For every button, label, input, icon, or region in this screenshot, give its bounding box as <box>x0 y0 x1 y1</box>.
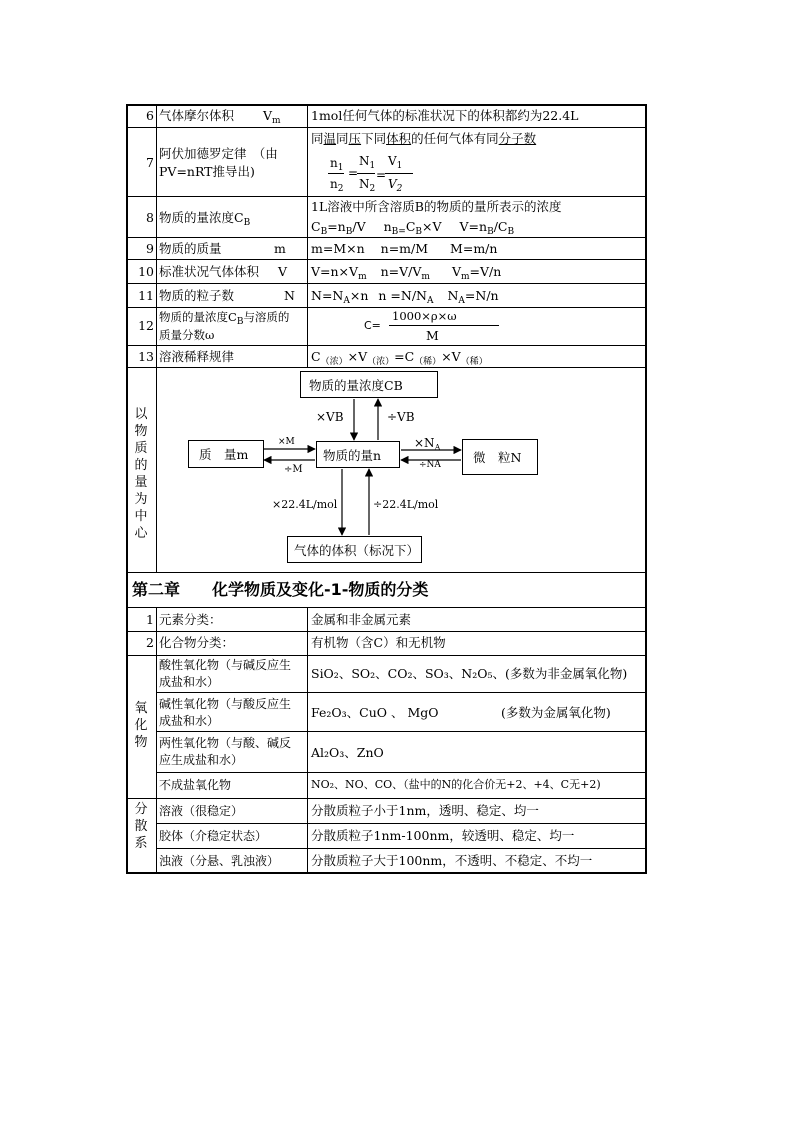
term-name: 气体摩尔体积 <box>159 108 235 123</box>
term-content: NO₂、NO、CO、（盐中的N的化合价无+2、+4、C无+2) <box>311 778 601 791</box>
label-divide-m: ÷M <box>284 464 303 475</box>
formula-set: $N=N_A\times n$ $n =N/N_A$ $N_A=N/n$ <box>311 288 499 306</box>
term-name: 化合物分类： <box>159 635 235 650</box>
term-symbol: N <box>284 288 295 303</box>
term-content: Fe₂O₃、CuO 、 MgO (多数为金属氧化物) <box>311 705 611 720</box>
term-name: 物质的粒子数 <box>159 288 235 303</box>
term-name: 物质的量浓度$C_B$与溶质的 <box>159 310 290 327</box>
label-divide-vb: ÷VB <box>387 410 415 424</box>
chapter-title: 第二章 化学物质及变化-1-物质的分类 <box>132 580 429 599</box>
term-symbol: m <box>274 241 286 256</box>
row-number: 12 <box>138 318 154 333</box>
row-number: 1 <box>146 612 154 627</box>
diagram-side-label: 以 物 质 的 量 为 中 心 <box>134 407 148 541</box>
term-name: 浊液（分悬、乳浊液） <box>159 854 280 868</box>
term-name: 质量分数ω <box>159 328 215 342</box>
row-number: 2 <box>146 635 154 650</box>
row-number: 6 <box>146 108 154 123</box>
label-divide-224: ÷22.4L/mol <box>373 498 439 511</box>
label-multiply-m: ×M <box>278 437 295 447</box>
oxide-group-label: 氧 化 物 <box>134 701 148 750</box>
term-name: 应生成盐和水） <box>159 753 244 767</box>
term-name: 物质的量浓度$C_B$ <box>159 210 251 228</box>
term-content: 分散质粒子大于100nm，不透明、不稳定、不均一 <box>311 853 593 868</box>
term-name: 元素分类： <box>159 612 222 627</box>
term-name: 溶液（很稳定） <box>159 804 244 818</box>
term-content: 分散质粒子1nm-100nm，较透明、稳定、均一 <box>311 828 575 843</box>
formula-label: C= <box>364 319 381 332</box>
formula-denominator: M <box>426 328 439 343</box>
term-name: 成盐和水） <box>159 675 220 689</box>
term-name: 酸性氧化物（与碱反应生 <box>159 658 292 672</box>
term-name: 阿伏加德罗定律 （由 <box>159 146 278 161</box>
term-content: 1L溶液中所含溶质B的物质的量所表示的浓度 <box>311 199 562 214</box>
term-content: 金属和非金属元素 <box>311 612 412 627</box>
term-name: 碱性氧化物（与酸反应生 <box>159 697 292 711</box>
term-name: 胶体（介稳定状态） <box>159 829 268 843</box>
row-number: 10 <box>138 264 154 279</box>
formula-set: m=M×n n=m/M M=m/n <box>311 241 498 256</box>
formula-set: $C_B=n_B/V$ $n_{B=}C_B\times V$ $V=n_B/C_B$ <box>311 219 515 237</box>
row-number: 7 <box>146 155 154 170</box>
term-content: 有机物（含C）和无机物 <box>311 635 446 650</box>
label-multiply-vb: ×VB <box>316 410 344 424</box>
col-divider <box>307 607 308 874</box>
gas-volume-box: 气体的体积（标况下） <box>287 536 422 563</box>
label-divide-na: ÷NA <box>419 460 441 470</box>
label-multiply-na: $\times N_A$ <box>414 436 441 452</box>
col-divider <box>156 655 157 874</box>
term-symbol: V <box>278 264 288 279</box>
term-name: 成盐和水） <box>159 714 220 728</box>
term-content: 分散质粒子小于1nm，透明、稳定、均一 <box>311 803 539 818</box>
row-number: 13 <box>138 349 154 364</box>
document-table: 6 气体摩尔体积 $V_m$ 1mol任何气体的标准状况下的体积都约为22.4L 7 阿伏加德罗定律 （由 PV=nRT推导出) 同温同压下同体积的任何气体有同分子数 $n_1$ $n_2$ = $N_1$ $N_2$ = $V_1$ $V_2$ 8 物质的量浓度$C_B$ 1L溶液中所含溶质B的物质的量所表示的浓度 $C_B=n_B/V$ $n_{B=}C_B\times V$ $V=n_B/C_B$ 9 物质的质量 m m=M×n n=m/M M=m/n 10 标准状况气体体积 V $V=n\times V_m$ $n=V/V_m$ $V_m=V/n$ 11 物质的粒子数 N $N=N_A\times n$ $n =N/N_A$ $N_A=N/n$ 12 物质的量浓度$C_B$与溶质的 质量分数ω C= 1000×ρ×ω M 13 溶液稀释规律 $C_{(浓)}\times V_{(浓)}=C_{(稀)}\times V_{(稀)}$ 以 物 质 的 量 为 中 心 物质的量浓度CB 物质的量n 质 量m 微 粒N 气体的体积（标况下） ×VB ÷VB ×M ÷M $\times N_A$ ÷NA ×22.4L/mol ÷22.4L/mol 第二章 化学物质及变化-1-物质的分类 1 元素分类： 金属和非金属元素 2 化合物分类： 有机物（含C）和无机物 氧 化 物 酸性氧化物（与碱反应生 成盐和水） SiO₂、SO₂、CO₂、SO₃、N₂O₅、(多数为非金属氧化物) 碱性氧化物（与酸反应生 成盐和水） Fe₂O₃、CuO 、 MgO (多数为金属氧化物) 两性氧化物（与酸、碱反 应生成盐和水） Al₂O₃、ZnO 不成盐氧化物 NO₂、NO、CO、（盐中的N的化合价无+2、+4、C无+2) 分 散 系 溶液（很稳定） 分散质粒子小于1nm，透明、稳定、均一 胶体（介稳定状态） 分散质粒子1nm-100nm，较透明、稳定、均一 浊液（分悬、乳浊液） 分散质粒子大于100nm，不透明、不稳定、不均一 <box>126 104 647 874</box>
formula-set: $V=n\times V_m$ $n=V/V_m$ $V_m=V/n$ <box>311 264 502 282</box>
dispersion-group-label: 分 散 系 <box>134 802 148 851</box>
term-name-note: PV=nRT推导出) <box>159 164 255 179</box>
term-name: 不成盐氧化物 <box>159 778 232 792</box>
row-number: 9 <box>146 241 154 256</box>
term-content: Al₂O₃、ZnO <box>311 745 384 760</box>
term-name: 两性氧化物（与酸、碱反 <box>159 736 292 750</box>
formula-set: $C_{(浓)}\times V_{(浓)}=C_{(稀)}\times V_{(稀)}$ <box>311 349 488 367</box>
row-number: 8 <box>146 210 154 225</box>
amount-of-substance-box: 物质的量n <box>316 441 400 468</box>
term-name: 标准状况气体体积 <box>159 264 260 279</box>
formula-numerator: 1000×ρ×ω <box>392 309 457 323</box>
term-symbol: $V_m$ <box>263 108 281 126</box>
particles-box: 微 粒N <box>462 439 538 475</box>
row-number: 11 <box>138 288 154 303</box>
law-statement: 同温同压下同体积的任何气体有同分子数 <box>311 131 537 146</box>
concentration-box: 物质的量浓度CB <box>300 371 438 398</box>
term-name: 物质的质量 <box>159 241 222 256</box>
label-multiply-224: ×22.4L/mol <box>272 498 338 511</box>
mass-box: 质 量m <box>188 440 264 468</box>
term-content: SiO₂、SO₂、CO₂、SO₃、N₂O₅、(多数为非金属氧化物) <box>311 666 628 681</box>
term-name: 溶液稀释规律 <box>159 349 235 364</box>
term-content: 1mol任何气体的标准状况下的体积都约为22.4L <box>311 108 579 123</box>
